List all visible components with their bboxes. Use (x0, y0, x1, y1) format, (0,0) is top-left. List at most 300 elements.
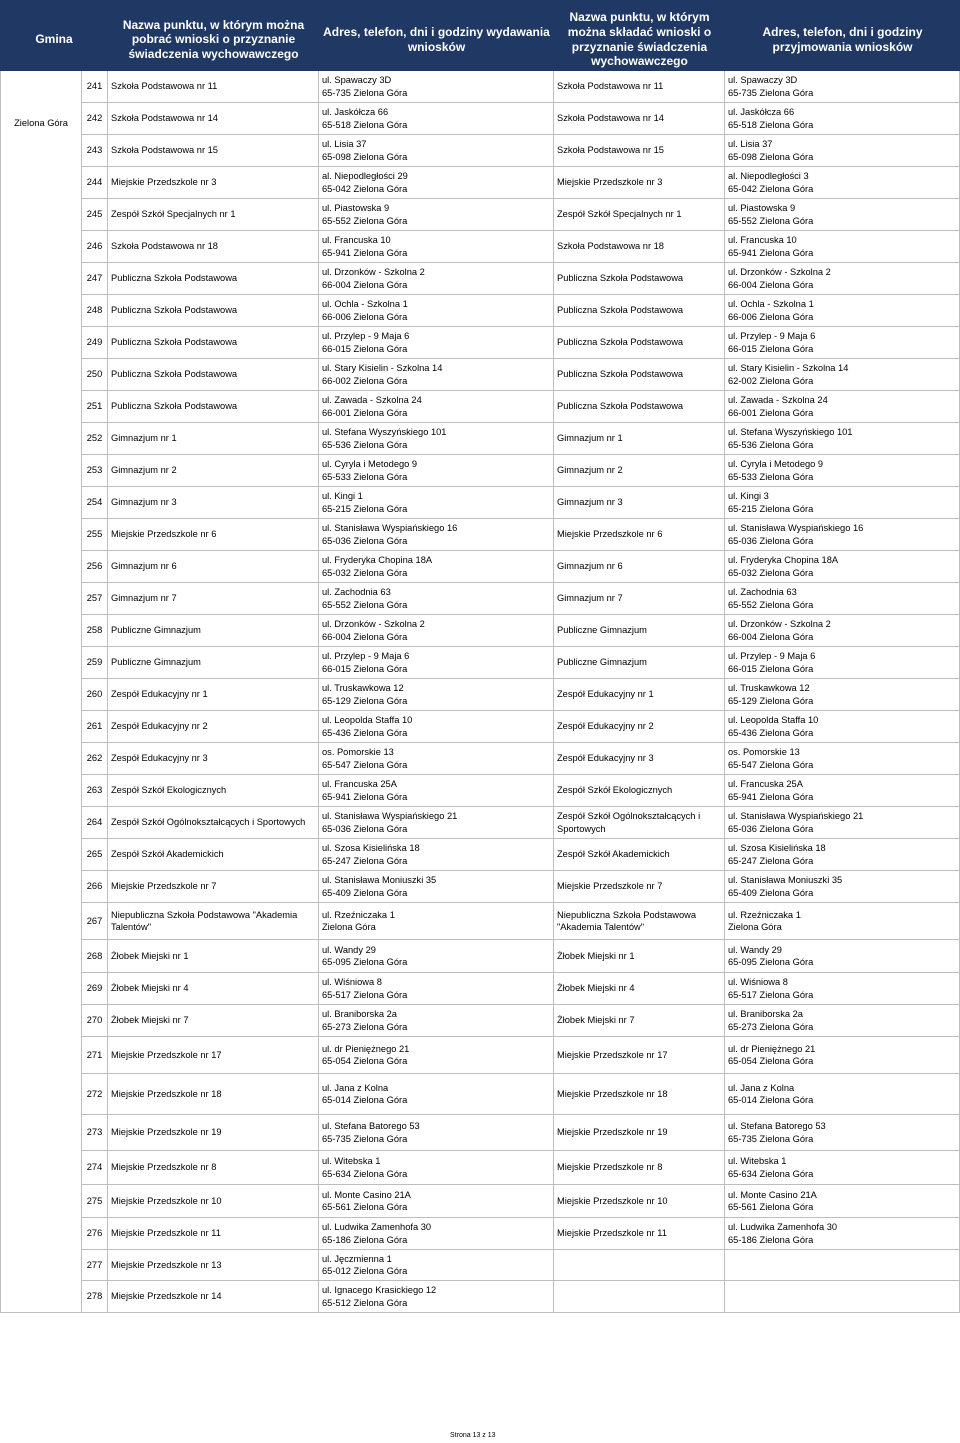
row-number: 267 (82, 903, 108, 940)
pickup-point-address (319, 903, 554, 940)
submit-address-city: 65-095 Zielona Góra (728, 957, 814, 967)
table-row (0, 1115, 960, 1151)
row-number: 260 (82, 679, 108, 711)
pickup-address-city: 66-006 Zielona Góra (322, 311, 408, 322)
table-row (0, 903, 960, 940)
submit-address-city: 65-409 Zielona Góra (728, 887, 814, 898)
pickup-point-name: Miejskie Przedszkole nr 11 (108, 1218, 319, 1250)
submit-point-address (725, 327, 960, 359)
submit-address-street: ul. Spawaczy 3D (728, 75, 798, 85)
header-line: Nazwa punktu, w którym można (122, 17, 305, 32)
submit-point-name: Zespół Edukacyjny nr 2 (554, 711, 725, 743)
pickup-point-address (319, 583, 554, 615)
row-number: 265 (82, 839, 108, 871)
table-row (0, 775, 960, 807)
submit-address-street: ul. Jana z Kolna (728, 1082, 795, 1093)
row-number: 271 (82, 1037, 108, 1074)
pickup-point-address (319, 679, 554, 711)
row-number: 270 (82, 1005, 108, 1037)
submit-address-city: 65-941 Zielona Góra (728, 791, 814, 802)
submit-address-city: 65-273 Zielona Góra (728, 1021, 814, 1032)
pickup-address-street: ul. Lisia 37 (322, 139, 367, 149)
pickup-point-name: Zespół Edukacyjny nr 3 (108, 743, 319, 775)
submit-address-city: 65-032 Zielona Góra (728, 567, 814, 578)
submit-address-street: ul. Witebska 1 (728, 1156, 787, 1166)
row-number: 259 (82, 647, 108, 679)
row-number: 277 (82, 1250, 108, 1281)
row-number: 263 (82, 775, 108, 807)
row-number: 248 (82, 295, 108, 327)
table-row (0, 711, 960, 743)
submit-address-city: 66-015 Zielona Góra (728, 343, 814, 354)
pickup-point-name: Publiczne Gimnazjum (108, 615, 319, 647)
submit-address-street: ul. Stary Kisielin - Szkolna 14 (728, 363, 849, 373)
pickup-address-city: 66-001 Zielona Góra (322, 407, 408, 418)
pickup-point-address (319, 1037, 554, 1074)
row-number: 246 (82, 231, 108, 263)
pickup-point-address (319, 103, 554, 135)
pickup-point-name: Miejskie Przedszkole nr 13 (108, 1250, 319, 1281)
submit-point-name: Szkoła Podstawowa nr 14 (554, 103, 725, 135)
submit-address-city: 65-215 Zielona Góra (728, 503, 814, 514)
submit-point-name: Szkoła Podstawowa nr 18 (554, 231, 725, 263)
pickup-address-city: 65-054 Zielona Góra (322, 1056, 408, 1066)
table-row (0, 1250, 960, 1281)
submit-point-name (554, 1281, 725, 1313)
column-header-gmina (0, 0, 108, 71)
table-row (0, 455, 960, 487)
row-number: 264 (82, 807, 108, 839)
pickup-address-city: 66-004 Zielona Góra (322, 279, 408, 290)
pickup-address-city: 65-036 Zielona Góra (322, 535, 408, 546)
submit-address-street: ul. dr Pieniężnego 21 (728, 1043, 816, 1054)
pickup-address-street: ul. Fryderyka Chopina 18A (322, 555, 433, 565)
pickup-point-name: Zespół Szkół Specjalnych nr 1 (108, 199, 319, 231)
submit-address-city: 66-015 Zielona Góra (728, 663, 814, 674)
header-line: przyjmowania wniosków (772, 39, 913, 54)
pickup-point-name: Zespół Szkół Ekologicznych (108, 775, 319, 807)
pickup-address-street: ul. Drzonków - Szkolna 2 (322, 619, 425, 629)
table-row (0, 263, 960, 295)
pickup-address-street: ul. Cyryla i Metodego 9 (322, 459, 418, 469)
pickup-point-name: Żłobek Miejski nr 7 (108, 1005, 319, 1037)
pickup-point-name: Żłobek Miejski nr 1 (108, 940, 319, 973)
pickup-address-street: ul. Zawada - Szkolna 24 (322, 395, 422, 405)
submit-point-address (725, 839, 960, 871)
submit-address-city: 65-552 Zielona Góra (728, 215, 814, 226)
submit-point-name: Zespół Szkół Ogólnokształcących i Sportowych (554, 807, 725, 839)
submit-address-street: ul. Lisia 37 (728, 139, 773, 149)
submit-address-city: 65-735 Zielona Góra (728, 1133, 814, 1144)
submit-point-name: Publiczna Szkoła Podstawowa (554, 359, 725, 391)
table-row (0, 103, 960, 135)
submit-address-street: ul. Stanisława Moniuszki 35 (728, 875, 843, 885)
table-row (0, 391, 960, 423)
submit-point-name: Miejskie Przedszkole nr 3 (554, 167, 725, 199)
table-row (0, 1218, 960, 1250)
submit-point-address (725, 103, 960, 135)
submit-address-street: ul. Kingi 3 (728, 491, 769, 501)
pickup-point-name: Miejskie Przedszkole nr 8 (108, 1151, 319, 1185)
submit-point-name: Zespół Szkół Specjalnych nr 1 (554, 199, 725, 231)
submit-point-name: Publiczna Szkoła Podstawowa (554, 295, 725, 327)
table-row (0, 167, 960, 199)
submit-address-city: 65-561 Zielona Góra (728, 1202, 814, 1212)
submit-address-street: ul. Stefana Wyszyńskiego 101 (728, 427, 853, 437)
pickup-address-street: ul. Truskawkowa 12 (322, 683, 404, 693)
pickup-address-street: ul. Wiśniowa 8 (322, 977, 382, 987)
submit-address-street: ul. Monte Casino 21A (728, 1189, 817, 1200)
table-row (0, 743, 960, 775)
pickup-address-street: ul. Stefana Wyszyńskiego 101 (322, 427, 447, 437)
submit-point-address (725, 71, 960, 103)
submit-point-name: Miejskie Przedszkole nr 18 (554, 1074, 725, 1115)
pickup-point-name: Zespół Edukacyjny nr 2 (108, 711, 319, 743)
pickup-address-city: 65-533 Zielona Góra (322, 471, 408, 482)
pickup-point-address (319, 775, 554, 807)
submit-point-name: Miejskie Przedszkole nr 17 (554, 1037, 725, 1074)
pickup-address-street: ul. Piastowska 9 (322, 203, 390, 213)
pickup-address-street: ul. Rzeźniczaka 1 (322, 909, 395, 920)
submit-address-city: 65-042 Zielona Góra (728, 183, 814, 194)
submit-point-name (554, 1250, 725, 1281)
submit-point-address (725, 519, 960, 551)
pickup-point-name: Publiczna Szkoła Podstawowa (108, 295, 319, 327)
pickup-address-city: 65-547 Zielona Góra (322, 759, 408, 770)
pickup-address-city: 65-095 Zielona Góra (322, 957, 408, 967)
pickup-point-address (319, 551, 554, 583)
pickup-point-name: Zespół Edukacyjny nr 1 (108, 679, 319, 711)
pickup-point-address (319, 423, 554, 455)
submit-address-city: 65-036 Zielona Góra (728, 535, 814, 546)
submit-point-name: Publiczne Gimnazjum (554, 647, 725, 679)
submit-point-name: Szkoła Podstawowa nr 15 (554, 135, 725, 167)
submit-point-name: Publiczna Szkoła Podstawowa (554, 263, 725, 295)
submit-point-name: Szkoła Podstawowa nr 11 (554, 71, 725, 103)
table-row (0, 871, 960, 903)
header-line: Nazwa punktu, w którym (569, 10, 710, 25)
pickup-address-city: 65-941 Zielona Góra (322, 791, 408, 802)
pickup-address-street: ul. dr Pieniężnego 21 (322, 1043, 410, 1054)
pickup-point-address (319, 455, 554, 487)
pickup-address-street: ul. Przylep - 9 Maja 6 (322, 331, 410, 341)
table-row (0, 1151, 960, 1185)
submit-point-address (725, 711, 960, 743)
submit-point-address (725, 1281, 960, 1313)
submit-point-address (725, 1074, 960, 1115)
pickup-address-city: 65-735 Zielona Góra (322, 1133, 408, 1144)
pickup-address-city: 65-552 Zielona Góra (322, 599, 408, 610)
pickup-point-address (319, 231, 554, 263)
pickup-address-city: 66-002 Zielona Góra (322, 375, 408, 386)
table-row (0, 1037, 960, 1074)
pickup-point-name: Żłobek Miejski nr 4 (108, 973, 319, 1005)
submit-point-name: Gimnazjum nr 7 (554, 583, 725, 615)
submit-address-city: 66-004 Zielona Góra (728, 279, 814, 290)
pickup-address-city: 65-273 Zielona Góra (322, 1021, 408, 1032)
submit-address-city: 65-014 Zielona Góra (728, 1095, 814, 1105)
pickup-point-name: Publiczna Szkoła Podstawowa (108, 263, 319, 295)
pickup-address-city: Zielona Góra (322, 922, 376, 932)
pickup-point-name: Zespół Szkół Akademickich (108, 839, 319, 871)
submit-point-address (725, 1218, 960, 1250)
submit-address-street: ul. Zachodnia 63 (728, 587, 797, 597)
pickup-point-address (319, 615, 554, 647)
table-row (0, 1074, 960, 1115)
pickup-address-street: ul. Przylep - 9 Maja 6 (322, 651, 410, 661)
submit-address-street: ul. Stanisława Wyspiańskiego 21 (728, 811, 864, 821)
submit-point-address (725, 423, 960, 455)
submit-point-name: Żłobek Miejski nr 7 (554, 1005, 725, 1037)
pickup-address-city: 65-036 Zielona Góra (322, 823, 408, 834)
submit-point-address (725, 1185, 960, 1218)
pickup-point-address (319, 135, 554, 167)
table-row (0, 679, 960, 711)
submit-point-name: Żłobek Miejski nr 4 (554, 973, 725, 1005)
table-row (0, 1281, 960, 1313)
pickup-point-address (319, 199, 554, 231)
submit-point-address (725, 551, 960, 583)
column-header-submit-address (725, 0, 960, 71)
submit-address-city: 65-552 Zielona Góra (728, 599, 814, 610)
column-header-submit-point (554, 0, 725, 71)
row-number: 255 (82, 519, 108, 551)
submit-point-address (725, 359, 960, 391)
pickup-address-city: 65-042 Zielona Góra (322, 183, 408, 194)
submit-address-street: ul. Fryderyka Chopina 18A (728, 555, 839, 565)
pickup-address-city: 65-634 Zielona Góra (322, 1168, 408, 1179)
submit-address-street: ul. Leopolda Staffa 10 (728, 715, 819, 725)
pickup-address-city: 65-518 Zielona Góra (322, 119, 408, 130)
row-number: 244 (82, 167, 108, 199)
pickup-point-address (319, 1185, 554, 1218)
pickup-point-address (319, 1115, 554, 1151)
table-row (0, 231, 960, 263)
submit-point-address (725, 1037, 960, 1074)
submit-point-address (725, 1005, 960, 1037)
submit-address-street: ul. Szosa Kisielińska 18 (728, 843, 826, 853)
pickup-address-city: 66-004 Zielona Góra (322, 631, 408, 642)
pickup-address-street: ul. Stefana Batorego 53 (322, 1121, 420, 1131)
submit-address-city: 65-247 Zielona Góra (728, 855, 814, 866)
submit-point-address (725, 583, 960, 615)
submit-address-street: ul. Stefana Batorego 53 (728, 1121, 826, 1131)
submit-point-address (725, 903, 960, 940)
submit-point-address (725, 807, 960, 839)
pickup-address-street: ul. Szosa Kisielińska 18 (322, 843, 420, 853)
submit-address-city: 62-002 Zielona Góra (728, 375, 814, 386)
page-number: Strona 13 z 13 (450, 1432, 496, 1439)
pickup-address-city: 65-536 Zielona Góra (322, 439, 408, 450)
row-number: 241 (82, 71, 108, 103)
submit-point-address (725, 679, 960, 711)
pickup-point-name: Publiczna Szkoła Podstawowa (108, 359, 319, 391)
pickup-address-street: ul. Stary Kisielin - Szkolna 14 (322, 363, 443, 373)
pickup-point-name: Szkoła Podstawowa nr 14 (108, 103, 319, 135)
submit-point-name: Zespół Szkół Akademickich (554, 839, 725, 871)
pickup-address-city: 65-735 Zielona Góra (322, 87, 408, 98)
pickup-point-name: Miejskie Przedszkole nr 18 (108, 1074, 319, 1115)
table-row (0, 583, 960, 615)
pickup-point-address (319, 807, 554, 839)
pickup-address-city: 65-215 Zielona Góra (322, 503, 408, 514)
submit-point-address (725, 263, 960, 295)
submit-address-street: ul. Przylep - 9 Maja 6 (728, 331, 816, 341)
table-row (0, 1005, 960, 1037)
row-number: 274 (82, 1151, 108, 1185)
submit-address-city: 65-533 Zielona Góra (728, 471, 814, 482)
pickup-address-street: ul. Jęczmienna 1 (322, 1253, 392, 1264)
pickup-point-address (319, 1074, 554, 1115)
pickup-point-name: Publiczne Gimnazjum (108, 647, 319, 679)
pickup-address-city: 65-014 Zielona Góra (322, 1095, 408, 1105)
pickup-address-city: 66-015 Zielona Góra (322, 663, 408, 674)
submit-point-address (725, 743, 960, 775)
submit-point-address (725, 455, 960, 487)
submit-address-street: ul. Drzonków - Szkolna 2 (728, 267, 831, 277)
row-number: 245 (82, 199, 108, 231)
pickup-point-name: Gimnazjum nr 6 (108, 551, 319, 583)
header-line: wniosków (407, 39, 466, 54)
pickup-address-city: 65-941 Zielona Góra (322, 247, 408, 258)
submit-point-address (725, 167, 960, 199)
row-number: 253 (82, 455, 108, 487)
row-number: 247 (82, 263, 108, 295)
pickup-point-address (319, 871, 554, 903)
submit-point-name: Gimnazjum nr 1 (554, 423, 725, 455)
pickup-point-address (319, 1151, 554, 1185)
submit-address-city: 65-536 Zielona Góra (728, 439, 814, 450)
submit-address-city: 65-436 Zielona Góra (728, 727, 814, 738)
row-number: 243 (82, 135, 108, 167)
submit-address-city: 65-547 Zielona Góra (728, 759, 814, 770)
submit-point-address (725, 135, 960, 167)
pickup-address-street: ul. Stanisława Wyspiańskiego 21 (322, 811, 458, 821)
pickup-point-name: Miejskie Przedszkole nr 3 (108, 167, 319, 199)
submit-point-address (725, 1151, 960, 1185)
row-number: 275 (82, 1185, 108, 1218)
submit-point-address (725, 871, 960, 903)
pickup-address-street: ul. Drzonków - Szkolna 2 (322, 267, 425, 277)
pickup-point-address (319, 940, 554, 973)
pickup-point-name: Miejskie Przedszkole nr 19 (108, 1115, 319, 1151)
submit-point-name: Gimnazjum nr 3 (554, 487, 725, 519)
header-line: można składać wnioski o (567, 24, 712, 39)
row-number: 276 (82, 1218, 108, 1250)
pickup-address-city: 65-186 Zielona Góra (322, 1234, 408, 1245)
pickup-address-street: ul. Monte Casino 21A (322, 1189, 411, 1200)
pickup-point-address (319, 295, 554, 327)
pickup-point-name: Szkoła Podstawowa nr 15 (108, 135, 319, 167)
pickup-point-address (319, 1005, 554, 1037)
pickup-address-city: 65-012 Zielona Góra (322, 1266, 408, 1276)
submit-point-name: Gimnazjum nr 6 (554, 551, 725, 583)
submit-address-city: 66-004 Zielona Góra (728, 631, 814, 642)
pickup-address-street: al. Niepodległości 29 (322, 171, 408, 181)
pickup-address-city: 65-552 Zielona Góra (322, 215, 408, 226)
pickup-address-street: ul. Kingi 1 (322, 491, 363, 501)
pickup-point-name: Gimnazjum nr 7 (108, 583, 319, 615)
submit-point-name: Publiczna Szkoła Podstawowa (554, 391, 725, 423)
table-row (0, 199, 960, 231)
pickup-point-name: Szkoła Podstawowa nr 11 (108, 71, 319, 103)
header-line: Adres, telefon, dni i godziny wydawania (323, 24, 550, 39)
pickup-address-street: ul. Francuska 10 (322, 235, 391, 245)
pickup-address-street: ul. Ludwika Zamenhofa 30 (322, 1222, 432, 1232)
submit-address-city: 66-006 Zielona Góra (728, 311, 814, 322)
row-number: 251 (82, 391, 108, 423)
pickup-point-address (319, 263, 554, 295)
table-row (0, 423, 960, 455)
row-number: 268 (82, 940, 108, 973)
submit-point-address (725, 615, 960, 647)
submit-point-address (725, 231, 960, 263)
submit-point-name: Miejskie Przedszkole nr 10 (554, 1185, 725, 1218)
table-header-row (0, 0, 960, 71)
pickup-point-address (319, 391, 554, 423)
pickup-point-address (319, 359, 554, 391)
pickup-point-address (319, 1218, 554, 1250)
submit-address-city: 65-129 Zielona Góra (728, 695, 814, 706)
pickup-point-address (319, 519, 554, 551)
pickup-address-street: ul. Stanisława Wyspiańskiego 16 (322, 523, 458, 533)
row-number: 266 (82, 871, 108, 903)
column-header-pickup-point (108, 0, 319, 71)
submit-address-street: ul. Zawada - Szkolna 24 (728, 395, 828, 405)
row-number: 257 (82, 583, 108, 615)
pickup-point-name: Gimnazjum nr 1 (108, 423, 319, 455)
submit-address-street: os. Pomorskie 13 (728, 747, 800, 757)
submit-point-name: Gimnazjum nr 2 (554, 455, 725, 487)
pickup-address-street: ul. Ignacego Krasickiego 12 (322, 1285, 437, 1295)
pickup-address-city: 65-409 Zielona Góra (322, 887, 408, 898)
submit-point-name: Niepubliczna Szkoła Podstawowa "Akademia Talentów" (554, 903, 725, 940)
pickup-point-name: Miejskie Przedszkole nr 14 (108, 1281, 319, 1313)
pickup-point-address (319, 647, 554, 679)
table-row (0, 551, 960, 583)
pickup-point-name: Zespół Szkół Ogólnokształcących i Sportowych (108, 807, 319, 839)
pickup-point-name: Niepubliczna Szkoła Podstawowa "Akademia Talentów" (108, 903, 319, 940)
pickup-address-city: 65-247 Zielona Góra (322, 855, 408, 866)
submit-address-street: ul. Stanisława Wyspiańskiego 16 (728, 523, 864, 533)
pickup-address-city: 65-517 Zielona Góra (322, 989, 408, 1000)
pickup-point-address (319, 711, 554, 743)
submit-point-name: Miejskie Przedszkole nr 7 (554, 871, 725, 903)
row-number: 278 (82, 1281, 108, 1313)
row-number: 252 (82, 423, 108, 455)
pickup-address-city: 65-512 Zielona Góra (322, 1297, 408, 1308)
submit-address-city: 65-186 Zielona Góra (728, 1234, 814, 1245)
submit-point-name: Miejskie Przedszkole nr 6 (554, 519, 725, 551)
row-number: 254 (82, 487, 108, 519)
submit-point-name: Publiczne Gimnazjum (554, 615, 725, 647)
pickup-address-city: 65-098 Zielona Góra (322, 151, 408, 162)
submit-point-address (725, 391, 960, 423)
table-row (0, 973, 960, 1005)
header-line: świadczenia wychowawczego (128, 46, 299, 61)
submit-address-street: ul. Wandy 29 (728, 944, 782, 955)
pickup-point-address (319, 839, 554, 871)
submit-address-street: ul. Cyryla i Metodego 9 (728, 459, 824, 469)
pickup-address-city: 65-032 Zielona Góra (322, 567, 408, 578)
pickup-address-city: 65-561 Zielona Góra (322, 1202, 408, 1212)
pickup-point-name: Gimnazjum nr 2 (108, 455, 319, 487)
submit-point-address (725, 1115, 960, 1151)
pickup-point-address (319, 71, 554, 103)
submit-point-name: Zespół Edukacyjny nr 1 (554, 679, 725, 711)
submit-address-street: al. Niepodległości 3 (728, 171, 809, 181)
submit-address-street: ul. Francuska 10 (728, 235, 797, 245)
